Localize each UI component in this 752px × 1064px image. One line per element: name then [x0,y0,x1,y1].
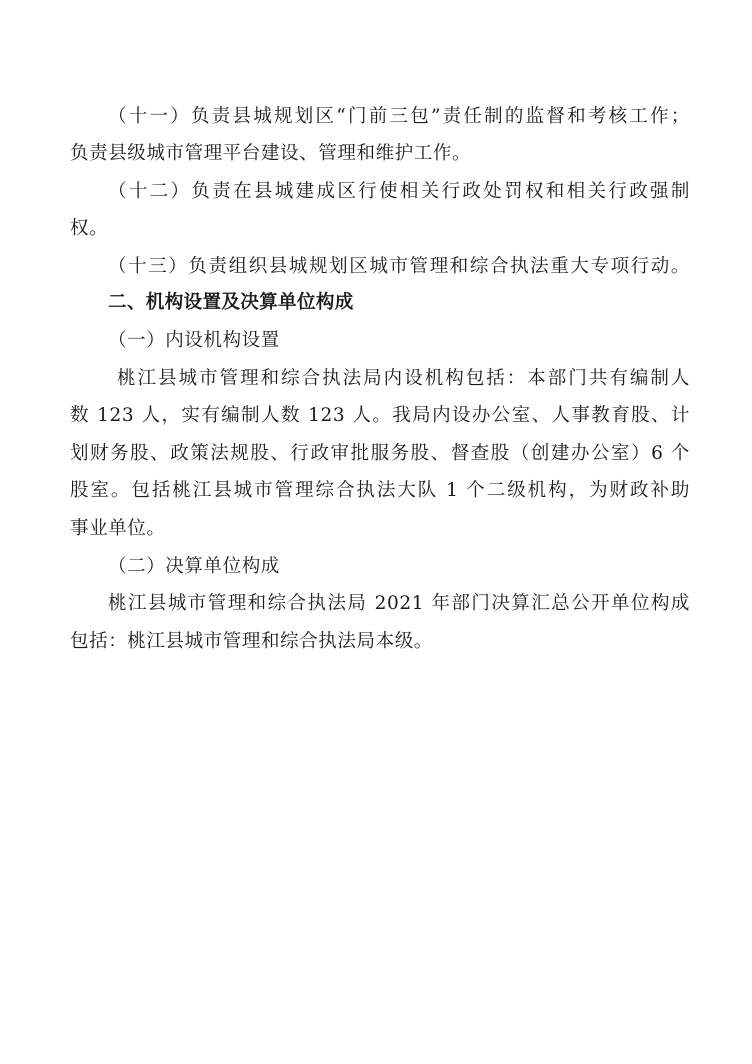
paragraph-units-line-2: 包括：桃江县城市管理和综合执法局本级。 [70,631,433,652]
paragraph-structure-line-5: 事业单位。 [70,518,166,539]
paragraph-structure-line-2: 数 123 人，实有编制人数 123 人。我局内设办公室、人事教育股、计 [70,405,690,426]
paragraph-11-line-1: （十一）负责县城规划区“门前三包”责任制的监督和考核工作； [108,106,690,127]
subsection-heading-1: （一）内设机构设置 [108,330,280,351]
paragraph-11-line-2: 负责县级城市管理平台建设、管理和维护工作。 [70,143,472,164]
paragraph-structure-line-1: 桃江县城市管理和综合执法局内设机构包括：本部门共有编制人 [117,368,690,389]
section-heading-2: 二、机构设置及决算单位构成 [108,292,354,313]
paragraph-structure-line-3: 划财务股、政策法规股、行政审批服务股、督查股（创建办公室）6 个 [70,443,690,464]
paragraph-structure-line-4: 股室。包括桃江县城市管理综合执法大队 1 个二级机构，为财政补助 [70,480,690,501]
paragraph-12-line-2: 权。 [70,218,109,239]
subsection-heading-2: （二）决算单位构成 [108,556,280,577]
paragraph-13-line-1: （十三）负责组织县城规划区城市管理和综合执法重大专项行动。 [108,256,690,277]
paragraph-units-line-1: 桃江县城市管理和综合执法局 2021 年部门决算汇总公开单位构成 [108,593,690,614]
paragraph-12-line-1: （十二）负责在县城建成区行使相关行政处罚权和相关行政强制 [108,181,690,202]
